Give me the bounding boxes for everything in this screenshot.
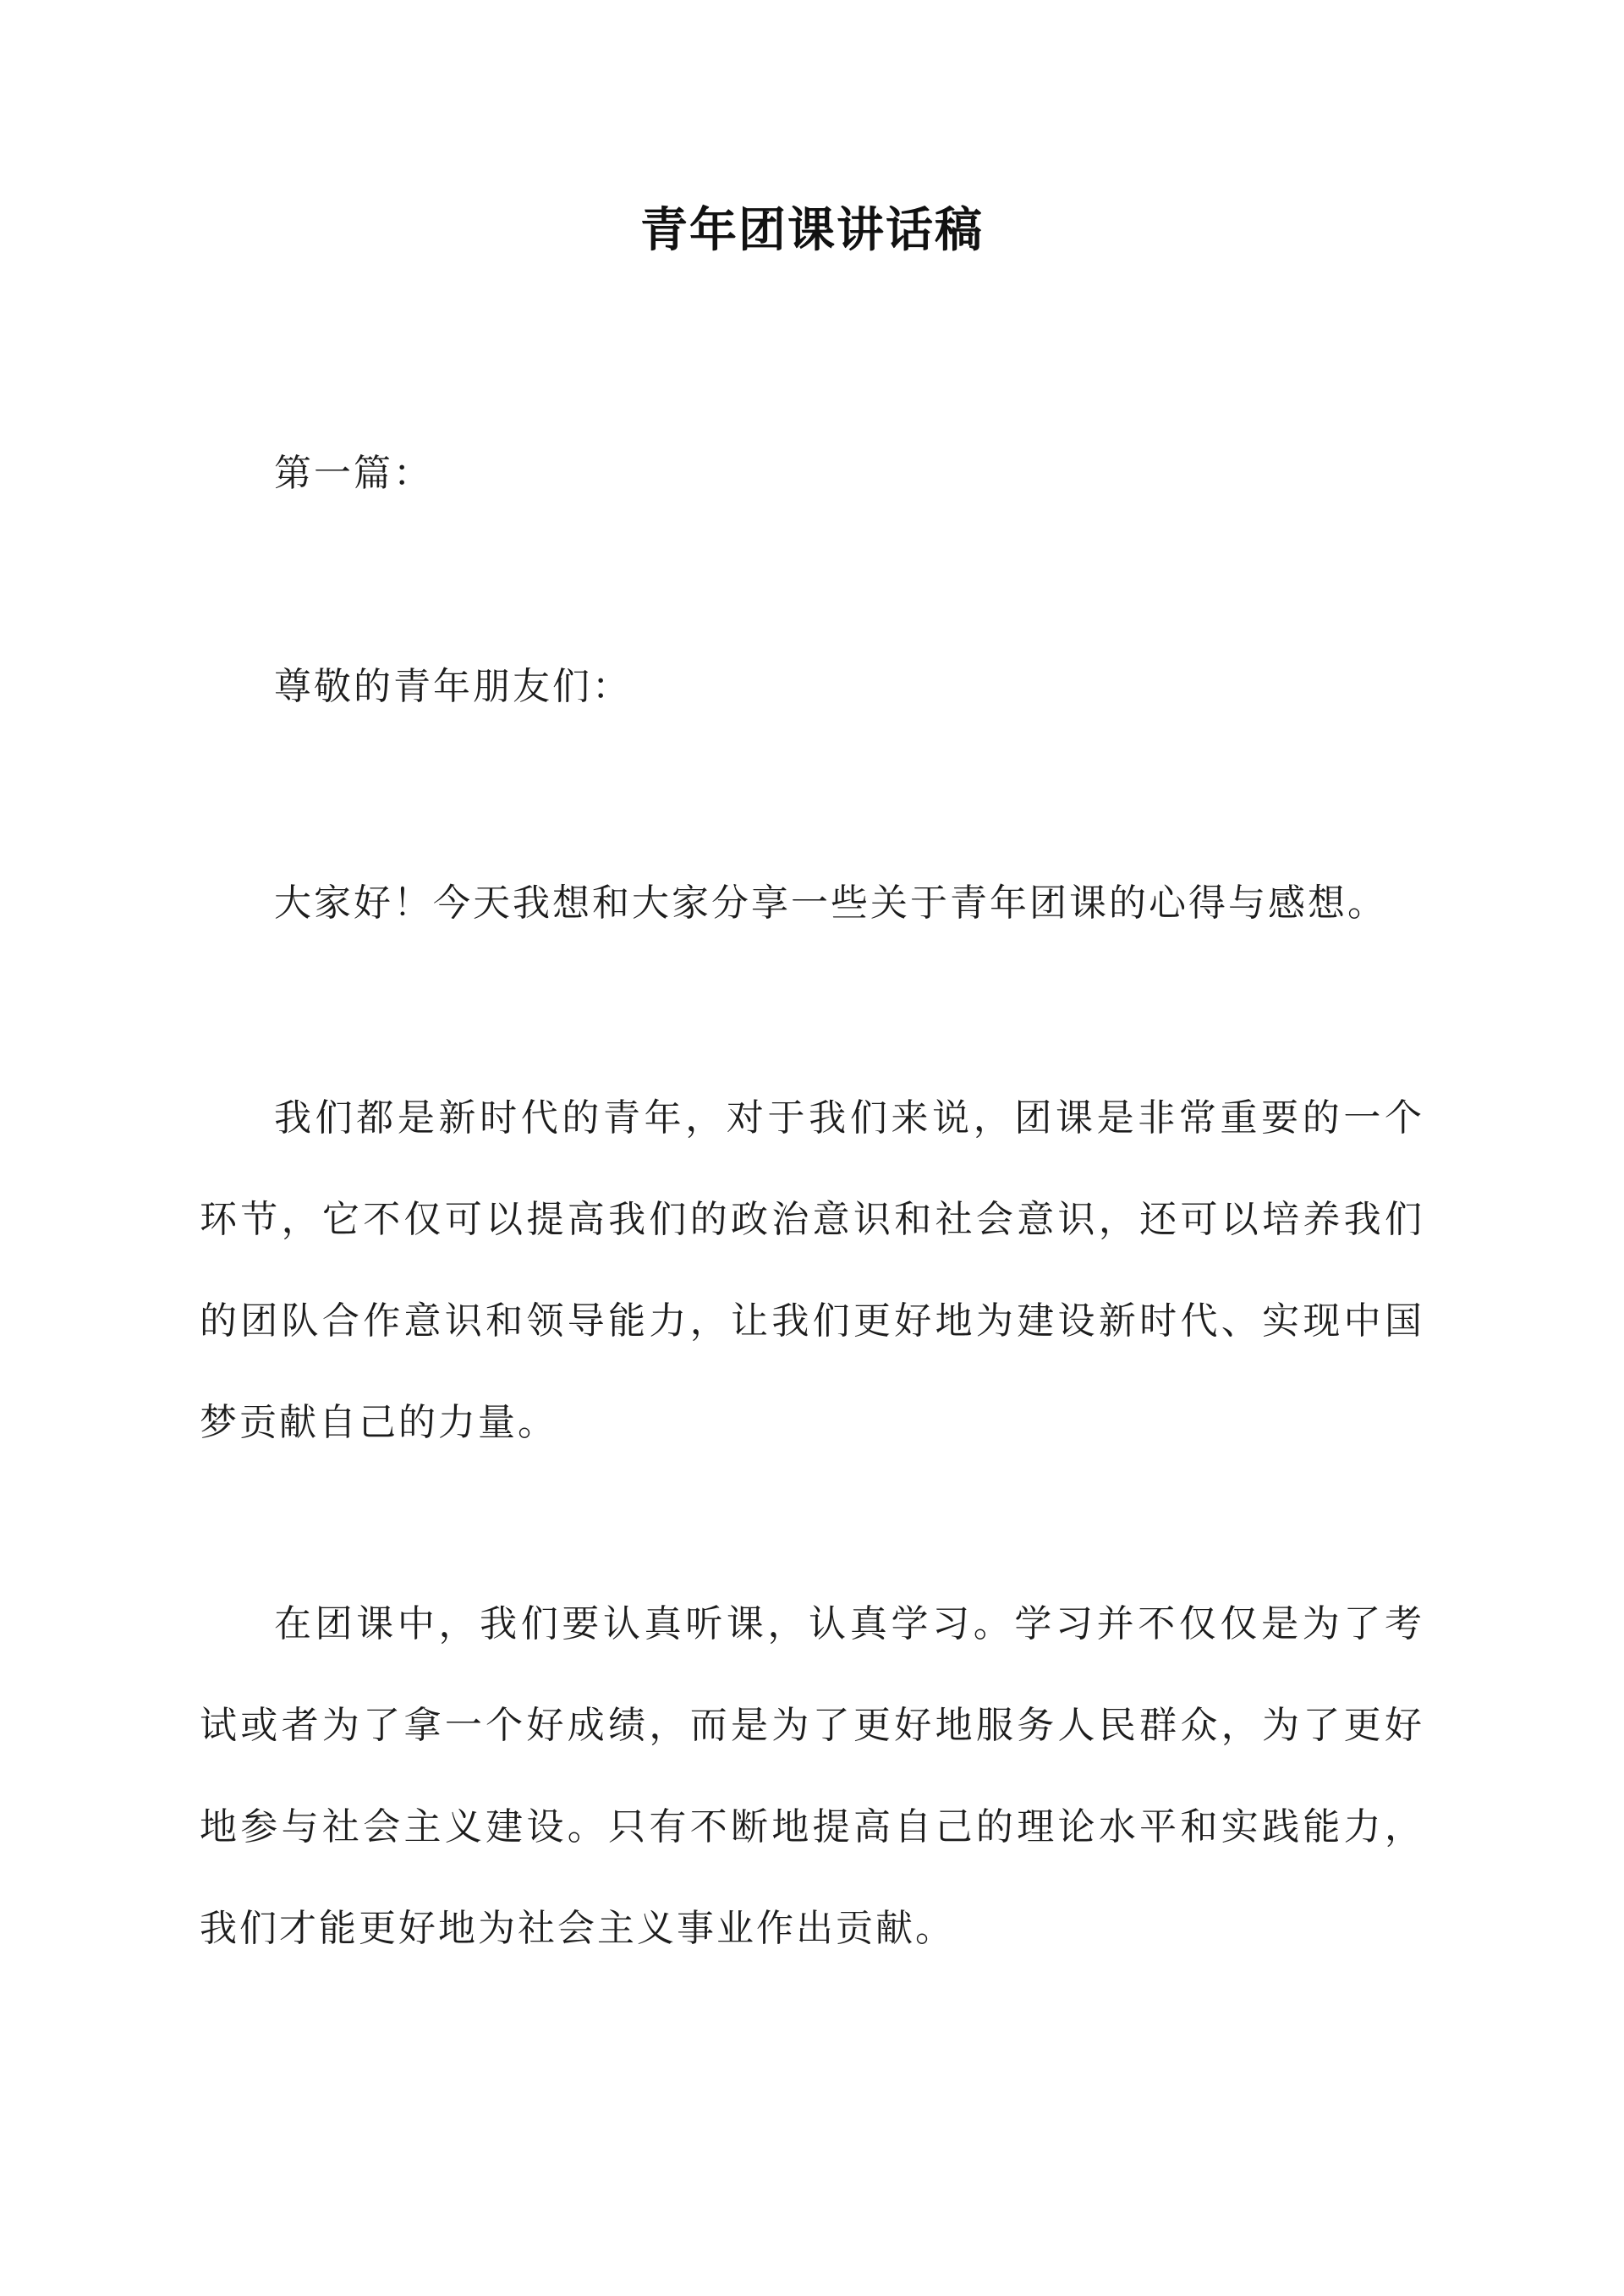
- greeting-paragraph: 大家好！今天我想和大家分享一些关于青年团课的心得与感想。: [274, 882, 1387, 925]
- section-label: 第一篇：: [274, 452, 433, 495]
- body-paragraph: 在团课中，我们要认真听课，认真学习。学习并不仅仅是为了考试或者为了拿一个好成绩，而是为了更好地服务人民群众，为了更好地参与社会主义建设。只有不断地提高自己的理论水平和实践能力，我们才能更好地为社会主义事业作出贡献。: [200, 1602, 1424, 1950]
- salutation: 尊敬的青年朋友们：: [274, 665, 632, 708]
- body-paragraph: 我们都是新时代的青年，对于我们来说，团课是非常重要的一个环节，它不仅可以提高我们的政治意识和社会意识，还可以培养我们的团队合作意识和领导能力，让我们更好地为建设新时代、实现中国梦贡献自己的力量。: [200, 1096, 1424, 1444]
- document-title: 青年团课讲话稿: [640, 202, 984, 258]
